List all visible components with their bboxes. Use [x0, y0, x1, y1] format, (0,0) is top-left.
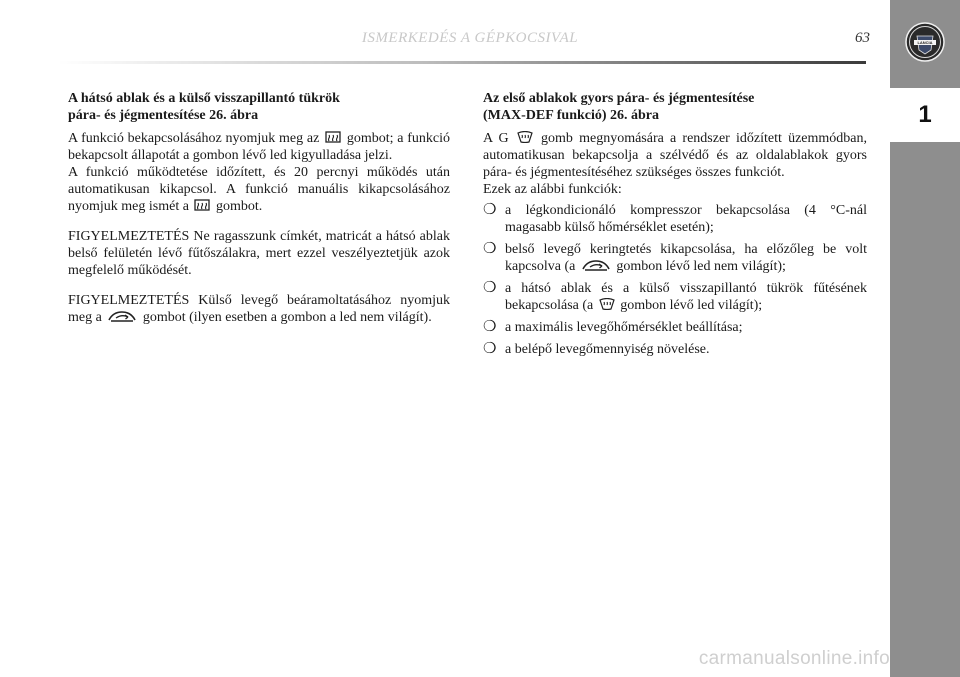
- page-number: 63: [855, 30, 870, 46]
- text-run: A funkció bekapcsolásához nyomjuk meg az: [68, 131, 320, 146]
- right-heading-line2: (MAX-DEF funkció) 26. ábra: [483, 108, 660, 123]
- text-run: FIGYELMEZTETÉS Külső levegő beáramoltatásához nyomjuk meg a: [68, 293, 450, 325]
- left-paragraph-2: [68, 164, 450, 215]
- text-run: gombot.: [215, 199, 263, 214]
- right-paragraph-2: Ezek az alábbi funkciók:: [483, 182, 622, 197]
- bullet-icon: ❍: [483, 241, 497, 257]
- text-run: A funkció működtetése időzített, és 20 percnyi működés után automatikusan kikapcsol. A funkció manuális kikapcsolásához nyomjuk meg ismét a: [68, 165, 450, 214]
- front-defrost-icon: [599, 298, 615, 310]
- recirculation-icon: [107, 309, 137, 323]
- text-run: belső levegő keringtetés kikapcsolása, ha előzőleg be volt kapcsolva (a: [505, 242, 867, 274]
- list-item: [483, 202, 867, 236]
- left-warning-2: [68, 292, 450, 326]
- left-paragraph-1: [68, 130, 450, 164]
- list-item: [483, 241, 867, 275]
- function-list: [483, 202, 867, 358]
- text-run: A G: [483, 131, 509, 146]
- right-heading-line1: Az első ablakok gyors pára- és jégmentesítése: [483, 91, 755, 106]
- front-defrost-icon: [517, 131, 533, 143]
- bullet-icon: ❍: [483, 202, 497, 218]
- list-item: [483, 319, 867, 336]
- left-warning-1: FIGYELMEZTETÉS Ne ragasszunk címkét, matricát a hátsó ablak belső felületén lévő fűtőszálakra, mert ezzel veszélyeztetjük azok megfelelő működését.: [68, 229, 450, 278]
- rear-defrost-icon: [194, 199, 210, 211]
- left-column: [68, 90, 450, 326]
- text-run: gombon lévő led világít);: [620, 298, 763, 313]
- recirculation-icon: [581, 258, 611, 272]
- text-run: gombot; a funkció bekapcsolt állapotát a gombon lévő led kigyulladása jelzi.: [68, 131, 451, 163]
- rear-defrost-icon: [325, 131, 341, 143]
- chapter-tab: 1: [890, 88, 960, 142]
- logo-text: LANCIA: [917, 40, 933, 46]
- text-run: a maximális levegőhőmérséklet beállítása;: [505, 320, 743, 335]
- text-run: a belépő levegőmennyiség növelése.: [505, 342, 710, 357]
- text-run: a légkondicionáló kompresszor bekapcsolása (4 °C-nál magasabb külső hőmérséklet esetén);: [505, 203, 867, 235]
- left-heading: [68, 90, 450, 124]
- bullet-icon: ❍: [483, 319, 497, 335]
- text-run: a hátsó ablak és a külső visszapillantó tükrök fűtésének bekapcsolása (a: [505, 281, 867, 313]
- bullet-icon: ❍: [483, 341, 497, 357]
- text-run: gombot (ilyen esetben a gombon a led nem világít).: [142, 310, 432, 325]
- left-heading-line1: A hátsó ablak és a külső visszapillantó tükrök: [68, 91, 340, 106]
- text-run: gomb megnyomására a rendszer időzített üzemmódban, automatikusan bekapcsolja a szélvédő és az oldalablakok gyors pára- és jégmentesítéséhez szükséges összes funkciót.: [483, 131, 868, 180]
- watermark: carmanualsonline.info: [698, 648, 890, 669]
- lancia-logo-icon: [905, 22, 945, 62]
- header-title: ISMERKEDÉS A GÉPKOCSIVAL: [361, 30, 579, 46]
- list-item: [483, 341, 867, 358]
- right-paragraph-1: [483, 130, 867, 181]
- right-column: [483, 90, 867, 363]
- sidebar: [890, 0, 960, 677]
- header-rule: [58, 61, 866, 64]
- bullet-icon: ❍: [483, 280, 497, 296]
- right-heading: [483, 90, 867, 124]
- text-run: gombon lévő led nem világít);: [616, 259, 786, 274]
- list-item: [483, 280, 867, 314]
- left-heading-line2: pára- és jégmentesítése 26. ábra: [68, 108, 259, 123]
